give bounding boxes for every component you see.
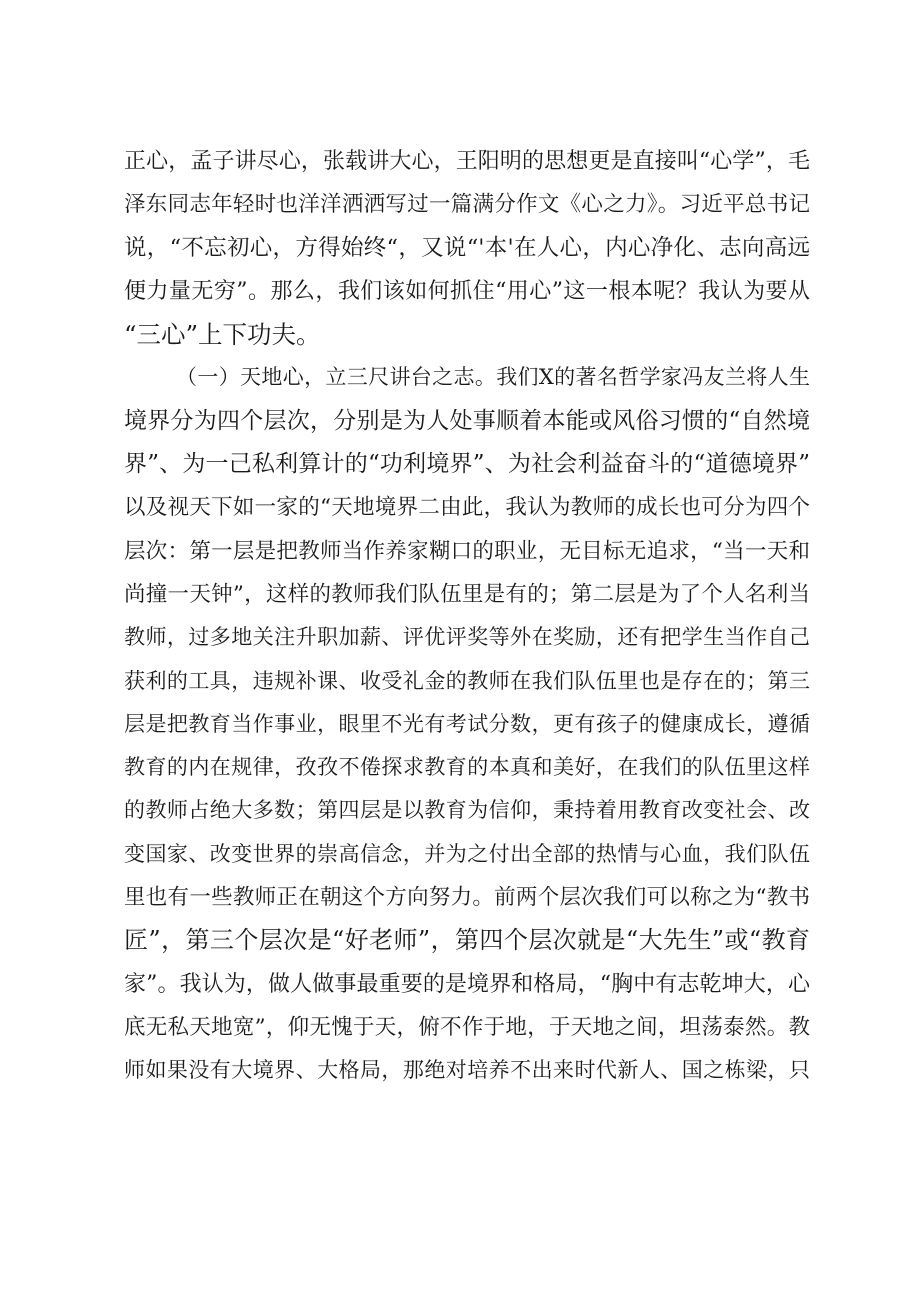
body-text bbox=[124, 140, 810, 1093]
text-line: 便力量无穷”。那么，我们该如何抓住“用心”这一根本呢？我认为要从 bbox=[124, 278, 810, 304]
text-line: 尚撞一天钟”，这样的教师我们队伍里是有的；第二层是为了个人名利当 bbox=[124, 581, 810, 607]
text-line: 教师，过多地关注升职加薪、评优评奖等外在奖励，还有把学生当作自己 bbox=[124, 625, 810, 650]
text-line: 获利的工具，违规补课、收受礼金的教师在我们队伍里也是存在的；第三 bbox=[124, 668, 810, 693]
text-line: 层是把教育当作事业，眼里不光有考试分数，更有孩子的健康成长，遵循 bbox=[124, 711, 810, 736]
text-line: 家”。我认为，做人做事最重要的是境界和格局，“胸中有志乾坤大，心 bbox=[124, 971, 810, 997]
text-line: 底无私天地宽”，仰无愧于天，俯不作于地，于天地之间，坦荡泰然。教 bbox=[124, 1014, 810, 1040]
text-line: 境界分为四个层次，分别是为人处事顺着本能或风俗习惯的“自然境 bbox=[124, 407, 810, 434]
text-line: 师如果没有大境界、大格局，那绝对培养不出来时代新人、国之栋梁，只 bbox=[124, 1058, 810, 1083]
text-line: 以及视天下如一家的“天地境界二由此，我认为教师的成长也可分为四个 bbox=[124, 495, 810, 521]
text-line: 界”、为一己私利算计的“功利境界”、为社会利益奋斗的“道德境界” bbox=[124, 451, 810, 478]
text-line: “三心”上下功夫。 bbox=[124, 320, 321, 350]
text-line: 的教师占绝大多数；第四层是以教育为信仰，秉持着用教育改变社会、改 bbox=[124, 798, 810, 823]
text-line: 泽东同志年轻时也洋洋洒洒写过一篇满分作文《心之力》。习近平总书记 bbox=[124, 192, 810, 218]
text-line: 匠”，第三个层次是“好老师”，第四个层次就是“大先生”或“教育 bbox=[124, 926, 810, 955]
section-heading-line: （一）天地心，立三尺讲台之志。我们X的著名哲学家冯友兰将人生 bbox=[176, 365, 810, 390]
text-line: 说，“不忘初心，方得始终“，又说“'本'在人心，内心净化、志向高远 bbox=[124, 234, 810, 261]
text-line: 层次：第一层是把教师当作养家糊口的职业，无目标无追求，“当一天和 bbox=[124, 538, 810, 564]
text-line: 变国家、改变世界的崇高信念，并为之付出全部的热情与心血，我们队伍 bbox=[124, 841, 810, 866]
text-line: 里也有一些教师正在朝这个方向努力。前两个层次我们可以称之为“教书 bbox=[124, 885, 810, 911]
text-line: 正心，孟子讲尽心，张载讲大心，王阳明的思想更是直接叫“心学”，毛 bbox=[124, 149, 810, 174]
text-line: 教育的内在规律，孜孜不倦探求教育的本真和美好，在我们的队伍里这样 bbox=[124, 755, 810, 780]
